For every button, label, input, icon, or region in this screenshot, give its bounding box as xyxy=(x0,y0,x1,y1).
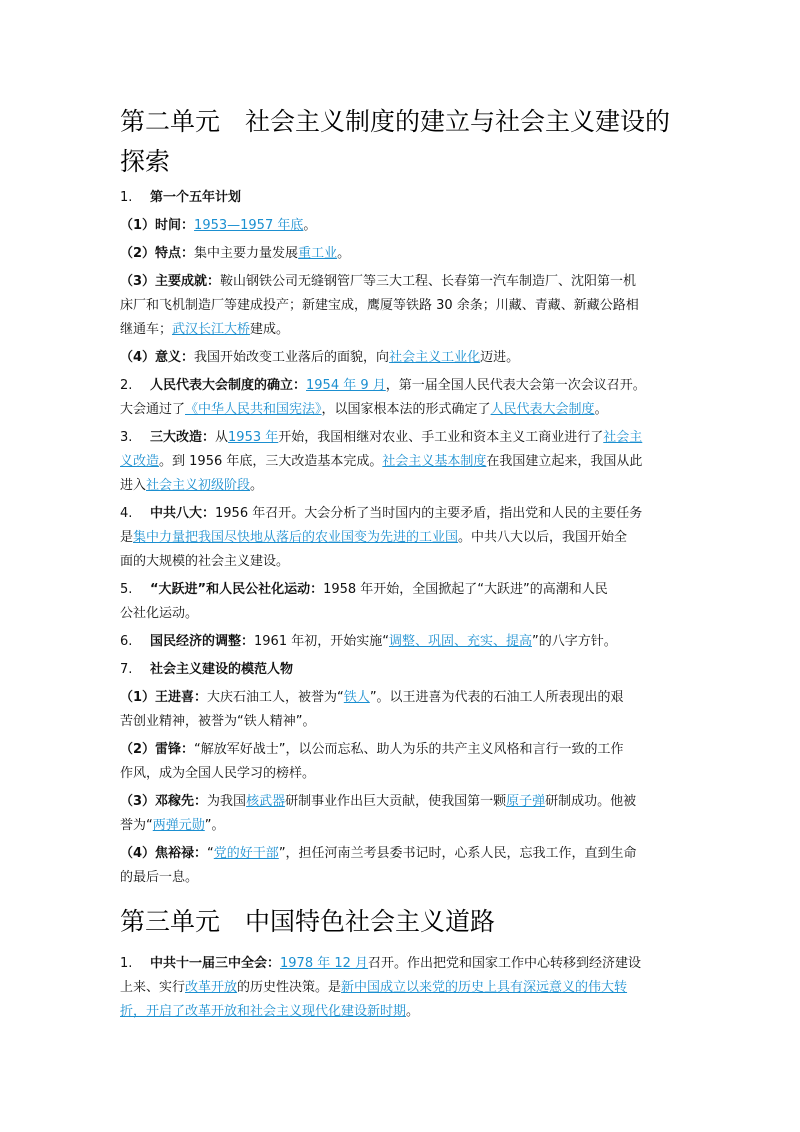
s7-p1-text-b: ”。以王进喜为代表的石油工人所表现出的艰 xyxy=(369,690,624,705)
s1-time-label: （1）时间： xyxy=(120,218,195,233)
s7-iron-man-link[interactable]: 铁人 xyxy=(343,690,370,705)
s1-feature-link[interactable]: 重工业 xyxy=(298,246,338,261)
s4-line1 xyxy=(120,502,685,526)
s4-task-link[interactable]: 集中力量把我国尽快地从落后的农业国变为先进的工业国 xyxy=(133,530,459,545)
s1-achievement-line2: 床厂和飞机制造厂等建成投产；新建宝成，鹰厦等铁路 30 余条；川藏、青藏、新藏公路相 xyxy=(120,298,639,313)
s5-number: 5. xyxy=(120,582,133,597)
u3s1-line2 xyxy=(120,976,685,1000)
s6-text-a: 1961 年初，开始实施“ xyxy=(254,634,389,649)
u3s1-number: 1. xyxy=(120,956,133,971)
s2-text2b: ，以国家根本法的形式确定了 xyxy=(321,402,491,417)
s7-p2-label: （2）雷锋： xyxy=(120,742,195,757)
s3-number: 3. xyxy=(120,430,133,445)
s7-p3-label: （3）邓稼先： xyxy=(120,794,208,809)
s7-heading: 社会主义建设的模范人物 xyxy=(150,662,294,677)
s1-feature-line xyxy=(120,242,685,266)
s7-p2-line2: 作风，成为全国人民学习的榜样。 xyxy=(120,766,316,781)
s3-text2a: 。到 1956 年底，三大改造基本完成。 xyxy=(159,454,383,469)
u3s1-text3-end: 。 xyxy=(406,1004,420,1019)
s7-two-bombs-link[interactable]: 两弹元勋 xyxy=(152,818,205,833)
s7-p1-label: （1）王进喜： xyxy=(120,690,208,705)
s5-label: “大跃进”和人民公社化运动： xyxy=(150,582,324,597)
unit2-title-line1: 第二单元 社会主义制度的建立与社会主义建设的 xyxy=(120,107,671,136)
u3s1-text2a: 上来、实行 xyxy=(120,980,186,995)
s1-time-link[interactable]: 1953—1957 年底 xyxy=(194,218,304,233)
s1-significance-link[interactable]: 社会主义工业化 xyxy=(389,350,481,365)
u3s1-turning-point-link-part1[interactable]: 新中国成立以来党的历史上具有深远意义的伟大转 xyxy=(341,980,628,995)
s7-p3-line1 xyxy=(120,790,685,814)
s1-significance-text: 我国开始改变工业落后的面貌，向 xyxy=(194,350,390,365)
s4-text2a: 是 xyxy=(120,530,134,545)
s3-line2 xyxy=(120,450,685,474)
s3-line3 xyxy=(120,474,685,498)
s1-significance-end: 迈进。 xyxy=(480,350,520,365)
s6-line xyxy=(120,630,685,654)
s6-text-b: ”的八字方针。 xyxy=(531,634,617,649)
s7-p1-line1 xyxy=(120,686,685,710)
s7-p4-label: （4）焦裕禄： xyxy=(120,846,208,861)
s4-label: 中共八大： xyxy=(150,506,216,521)
s3-text3a: 进入 xyxy=(120,478,147,493)
u3s1-text1: 召开。作出把党和国家工作中心转移到经济建设 xyxy=(368,956,642,971)
s1-number: 1. xyxy=(120,190,133,205)
s5-line2: 公社化运动。 xyxy=(120,606,199,621)
s7-atomic-bomb-link[interactable]: 原子弹 xyxy=(506,794,546,809)
s3-text2b: 在我国建立起来，我国从此 xyxy=(486,454,643,469)
u3s1-date-link[interactable]: 1978 年 12 月 xyxy=(280,956,369,971)
s7-p4-text-a: “ xyxy=(207,846,214,861)
s3-reform-link-part2[interactable]: 义改造 xyxy=(120,454,160,469)
s6-policy-link[interactable]: 调整、巩固、充实、提高 xyxy=(388,634,532,649)
s7-p4-text-b: ”，担任河南兰考县委书记时，心系人民，忘我工作，直到生命 xyxy=(278,846,637,861)
s1-time-line xyxy=(120,214,685,238)
s7-p3-text-b: 研制事业作出巨大贡献，使我国第一颗 xyxy=(285,794,507,809)
s3-basic-system-link[interactable]: 社会主义基本制度 xyxy=(382,454,487,469)
s1-feature-text: 集中主要力量发展 xyxy=(194,246,299,261)
s1-achievement-text1: 鞍山钢铁公司无缝钢管厂等三大工程、长春第一汽车制造厂、沈阳第一机 xyxy=(220,274,637,289)
u3s1-reform-link[interactable]: 改革开放 xyxy=(185,980,238,995)
s2-text1: ，第一届全国人民代表大会第一次会议召开。 xyxy=(385,378,646,393)
s1-achievement-line1 xyxy=(120,270,685,294)
s1-achievement-text3a: 继通车； xyxy=(120,322,173,337)
s3-date-link[interactable]: 1953 年 xyxy=(228,430,279,445)
s1-feature-end: 。 xyxy=(337,246,351,261)
u3s1-label: 中共十一届三中全会： xyxy=(150,956,281,971)
s2-date-link[interactable]: 1954 年 9 月 xyxy=(306,378,386,393)
s2-label: 人民代表大会制度的确立： xyxy=(150,378,307,393)
u3s1-text2b: 的历史性决策。是 xyxy=(237,980,342,995)
s7-p2-text1: “解放军好战士”，以公而忘私、助人为乐的共产主义风格和言行一致的工作 xyxy=(194,742,624,757)
s1-heading: 第一个五年计划 xyxy=(150,190,242,205)
s3-text3-end: 。 xyxy=(250,478,264,493)
s1-significance-label: （4）意义： xyxy=(120,350,195,365)
s7-p4-line1 xyxy=(120,842,685,866)
s3-text1b: 开始，我国相继对农业、手工业和资本主义工商业进行了 xyxy=(278,430,604,445)
s6-number: 6. xyxy=(120,634,133,649)
s7-nuclear-link[interactable]: 核武器 xyxy=(246,794,286,809)
u3s1-line3 xyxy=(120,1000,685,1024)
s1-achievement-label: （3）主要成就： xyxy=(120,274,221,289)
s2-text2a: 大会通过了 xyxy=(120,402,186,417)
s6-label: 国民经济的调整： xyxy=(150,634,255,649)
s7-good-cadre-link[interactable]: 党的好干部 xyxy=(213,846,279,861)
s7-number: 7. xyxy=(120,662,133,677)
s7-heading-line xyxy=(120,658,685,682)
s7-p3-text-c: 研制成功。他被 xyxy=(545,794,637,809)
s2-npc-system-link[interactable]: 人民代表大会制度 xyxy=(490,402,595,417)
s1-bridge-link[interactable]: 武汉长江大桥 xyxy=(172,322,251,337)
s3-reform-link-part1[interactable]: 社会主 xyxy=(603,430,643,445)
u3s1-turning-point-link-part2[interactable]: 折，开启了改革开放和社会主义现代化建设新时期 xyxy=(120,1004,407,1019)
s4-line3: 面的大规模的社会主义建设。 xyxy=(120,554,290,569)
s2-line2 xyxy=(120,398,685,422)
s7-p1-line2: 苦创业精神，被誉为“铁人精神”。 xyxy=(120,714,316,729)
s1-achievement-text3b: 建成。 xyxy=(250,322,290,337)
u3s1-line1 xyxy=(120,952,685,976)
s1-achievement-line3 xyxy=(120,318,685,342)
s7-p1-text-a: 大庆石油工人，被誉为“ xyxy=(207,690,344,705)
s5-text1: 1958 年开始，全国掀起了“大跃进”的高潮和人民 xyxy=(323,582,608,597)
s3-text1a: 从 xyxy=(215,430,229,445)
s4-text2b: 。中共八大以后，我国开始全 xyxy=(458,530,628,545)
s3-line1 xyxy=(120,426,685,450)
s7-p3-line2 xyxy=(120,814,685,838)
s2-text2-end: 。 xyxy=(594,402,608,417)
s2-constitution-link[interactable]: 《中华人民共和国宪法》 xyxy=(185,402,322,417)
s2-line1 xyxy=(120,374,685,398)
s1-heading-line xyxy=(120,186,685,210)
s4-text1: 1956 年召开。大会分析了当时国内的主要矛盾，指出党和人民的主要任务 xyxy=(215,506,643,521)
s7-p3-l2-a: 誉为“ xyxy=(120,818,153,833)
s7-p3-text-a: 为我国 xyxy=(207,794,247,809)
unit2-title-line2: 探索 xyxy=(120,147,171,176)
s3-label: 三大改造： xyxy=(150,430,216,445)
s5-line1 xyxy=(120,578,685,602)
s2-number: 2. xyxy=(120,378,133,393)
s1-time-end: 。 xyxy=(303,218,317,233)
s1-feature-label: （2）特点： xyxy=(120,246,195,261)
unit3-title: 第三单元 中国特色社会主义道路 xyxy=(120,907,496,936)
s3-primary-stage-link[interactable]: 社会主义初级阶段 xyxy=(146,478,251,493)
s7-p3-l2-b: ”。 xyxy=(204,818,225,833)
s4-line2 xyxy=(120,526,685,550)
s1-significance-line xyxy=(120,346,685,370)
s7-p4-line2: 的最后一息。 xyxy=(120,870,199,885)
s7-p2-line1 xyxy=(120,738,685,762)
s4-number: 4. xyxy=(120,506,133,521)
